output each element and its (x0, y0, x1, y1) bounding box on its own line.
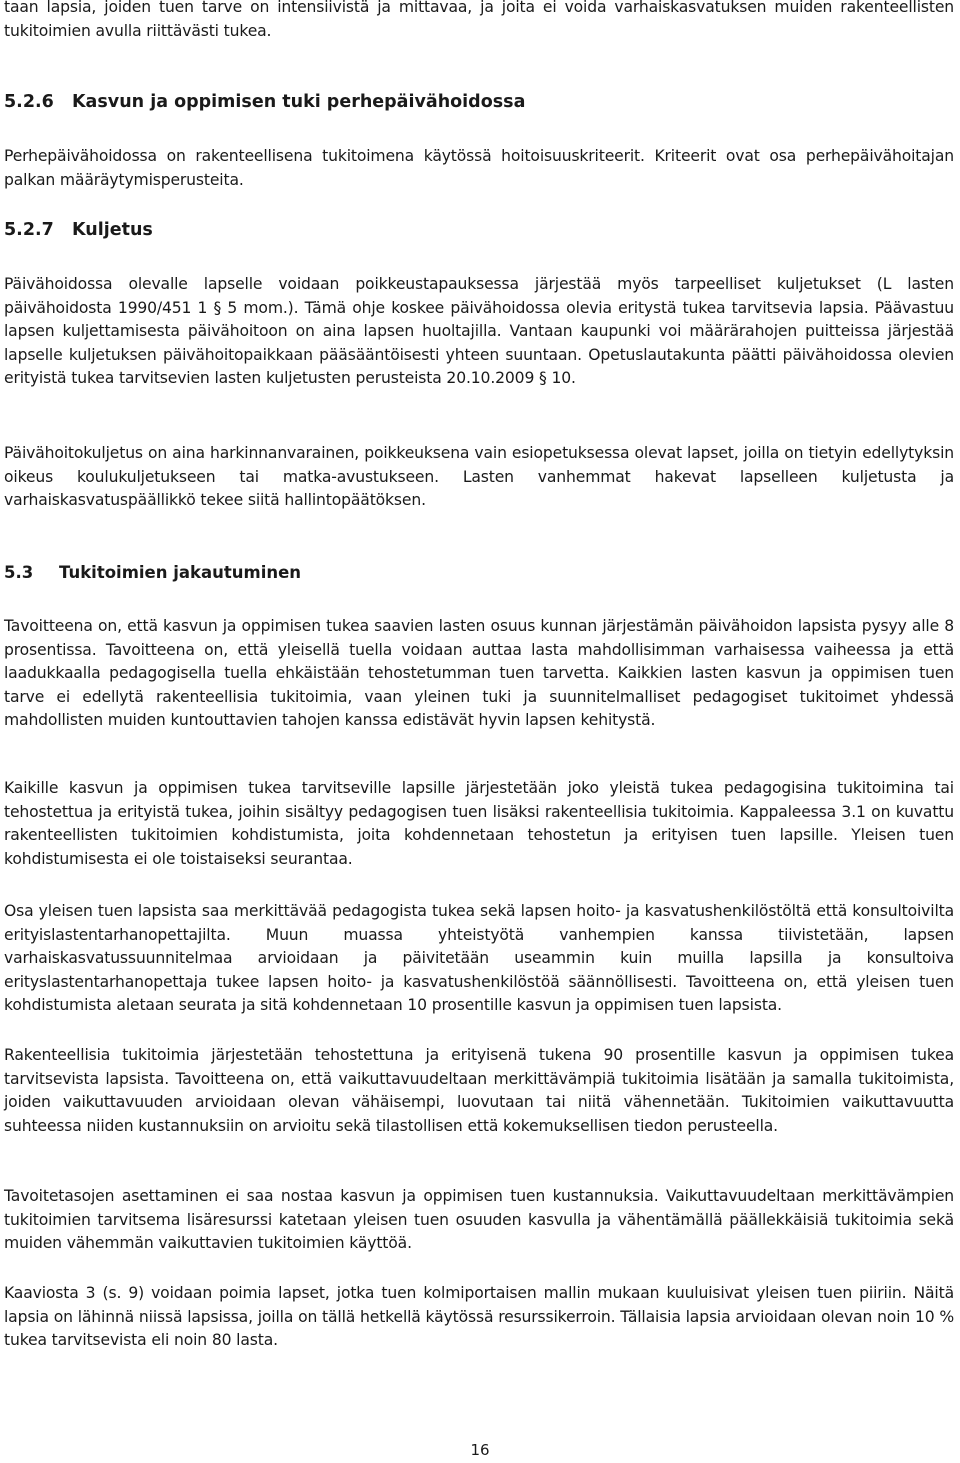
heading-title: Tukitoimien jakautuminen (59, 563, 302, 582)
paragraph-cost-targets: Tavoitetasojen asettaminen ei saa nostaa kasvun ja oppimisen tuen kustannuksia. Vaikuttavuudeltaan merkittävämpien tukitoimien tarvitsema lisäresurssi katetaan yleisen tuen osuuden kasvulla ja vähentämällä päällekkäisiä tukitoimia sekä muiden vähemmän vaikuttavien tukitoimien käyttöä. (4, 1187, 954, 1252)
heading-number: 5.2.6 (4, 92, 54, 112)
heading-number: 5.2.7 (4, 220, 54, 240)
paragraph-family-daycare: Perhepäivähoidossa on rakenteellisena tukitoimena käytössä hoitoisuuskriteerit. Kriteerit ovat osa perhepäivähoitajan palkan määräytymisperusteita. (4, 147, 954, 189)
heading-title: Kasvun ja oppimisen tuki perhepäivähoidossa (72, 92, 526, 112)
paragraph-general-support: Osa yleisen tuen lapsista saa merkittävää pedagogista tukea sekä lapsen hoito- ja kasvatushenkilöstöltä että konsultoivilta erityislastentarhanopettajilta. Muun muassa yhteistyötä vanhempien kanssa tiivistetään, lapsen varhaiskasvatussuunnitelmaa arvioidaan ja päivitetään useammin kuin muilla lapsilla ja konsultoiva erityslastentarhanopettaja tukee lapsen hoito- ja kasvatushenkilöstöä säännöllisesti. Tavoitteena on, että yleisen tuen kohdistumista aletaan seurata ja sitä kohdennetaan 10 prosentille kasvun ja oppimisen tuen lapsista. (4, 902, 954, 1014)
heading-5-2-6 (4, 90, 525, 114)
paragraph-transport-decision: Päivähoitokuljetus on aina harkinnanvarainen, poikkeuksena vain esiopetuksessa olevat lapset, joilla on tietyin edellytyksin oikeus koulukuljetukseen tai matka-avustukseen. Lasten vanhemmat hakevat lapselleen kuljetusta ja varhaiskasvatuspäällikkö tekee siitä hallintopäätöksen. (4, 444, 954, 509)
heading-5-2-7 (4, 218, 153, 242)
paragraph-structural-support: Rakenteellisia tukitoimia järjestetään tehostettuna ja erityisenä tukena 90 prosentille kasvun ja oppimisen tukea tarvitsevista lapsista. Tavoitteena on, että vaikuttavuudeltaan merkittävämpiä tukitoimia lisätään ja samalla tukitoimista, joiden vaikuttavuuden arvioidaan olevan vähäisempi, luovutaan tai niitä vähennetään. Tukitoimien vaikuttavuutta suhteessa niiden kustannuksiin on arvioitu sekä tilastollisen että kokemuksellisen tiedon perusteella. (4, 1046, 954, 1135)
paragraph-goals: Tavoitteena on, että kasvun ja oppimisen tukea saavien lasten osuus kunnan järjestämän päivähoidon lapsista pysyy alle 8 prosentissa. Tavoitteena on, että yleisellä tuella voidaan auttaa lasta mahdollisimman varhaisessa vaiheessa ja että laadukkaalla pedagogisella tuella ehkäistään tehostetumman tuen tarvetta. Kaikkien lasten kasvun ja oppimisen tuen tarve ei edellytä rakenteellisia tukitoimia, vaan yleinen tuki ja suunnitelmalliset pedagogiset tukitoimet yhdessä mahdollisten muiden kuntouttavien tahojen kanssa edistävät hyvin lapsen kehitystä. (4, 617, 954, 729)
paragraph-diagram-reference: Kaaviosta 3 (s. 9) voidaan poimia lapset, jotka tuen kolmiportaisen mallin mukaan kuuluisivat yleisen tuen piiriin. Näitä lapsia on lähinnä niissä lapsissa, joilla on tällä hetkellä käytössä resurssikerroin. Tällaisia lapsia arvioidaan olevan noin 10 % tukea tarvitsevista eli noin 80 lasta. (4, 1284, 954, 1349)
paragraph-support-levels: Kaikille kasvun ja oppimisen tukea tarvitseville lapsille järjestetään joko yleistä tukea pedagogisina tukitoimina tai tehostettua ja erityistä tukea, joihin sisältyy pedagogisen tuen lisäksi rakenteellisia tukitoimia. Kappaleessa 3.1 on kuvattu rakenteellisten tukitoimien kohdistumista, joita kohdennetaan tehostetun ja erityisen tuen lapsille. Yleisen tuen kohdistumisesta ei ole toistaiseksi seurantaa. (4, 779, 954, 868)
page-number: 16 (470, 1441, 490, 1459)
heading-5-3 (4, 561, 301, 585)
paragraph-intro: taan lapsia, joiden tuen tarve on intensiivistä ja mittavaa, ja joita ei voida varhaiskasvatuksen muiden rakenteellisten tukitoimien avulla riittävästi tukea. (4, 0, 954, 40)
heading-number: 5.3 (4, 563, 34, 582)
paragraph-transport-rules: Päivähoidossa olevalle lapselle voidaan poikkeustapauksessa järjestää myös tarpeelliset kuljetukset (L lasten päivähoidosta 1990/451 1 § 5 mom.). Tämä ohje koskee päivähoidossa olevia eritystä tukea tarvitsevia lapsia. Päävastuu lapsen kuljettamisesta päivähoitoon on aina lapsen huoltajilla. Vantaan kaupunki voi määrärahojen puitteissa järjestää lapselle kuljetuksen päivähoitopaikkaan pääsääntöisesti yhteen suuntaan. Opetuslautakunta päätti päivähoidossa olevien erityistä tukea tarvitsevien lasten kuljetusten perusteista 20.10.2009 § 10. (4, 275, 954, 387)
heading-title: Kuljetus (72, 220, 153, 240)
